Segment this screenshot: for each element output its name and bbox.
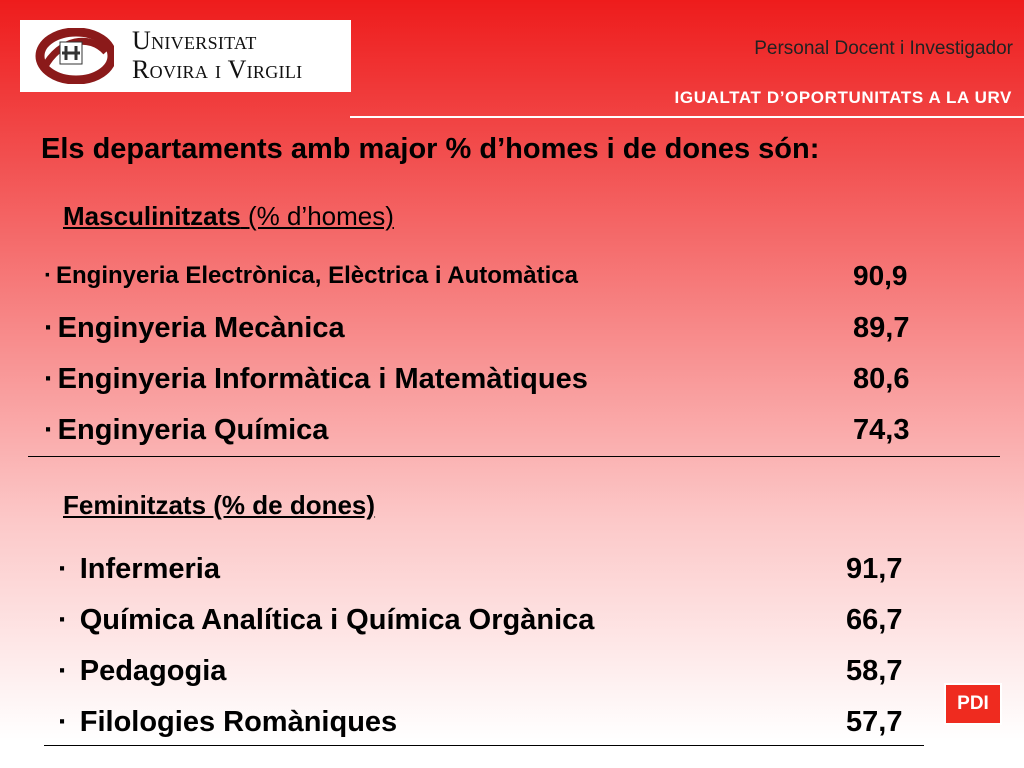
bullet: · <box>58 553 68 585</box>
percentage-value: 80,6 <box>853 363 910 395</box>
section-divider <box>44 745 924 746</box>
masculinitzats-heading-suffix: (% d’homes) <box>247 201 394 231</box>
header-tag: IGUALTAT D’OPORTUNITATS A LA URV <box>674 88 1012 107</box>
list-item <box>44 414 910 447</box>
bullet: · <box>44 363 54 395</box>
logo-wordmark <box>132 26 347 84</box>
list-item <box>44 260 908 291</box>
bullet: · <box>58 604 68 636</box>
percentage-value: 57,7 <box>846 706 903 738</box>
section-heading-feminitzats <box>63 490 375 521</box>
percentage-value: 91,7 <box>846 553 903 585</box>
list-item <box>58 553 903 586</box>
section-heading-masculinitzats <box>63 201 394 232</box>
header-divider <box>350 116 1024 118</box>
department-name: Enginyeria Informàtica i Matemàtiques <box>57 363 588 395</box>
slide-title: Els departaments amb major % d’homes i de dones són: <box>41 133 820 165</box>
department-name: Filologies Romàniques <box>79 706 398 738</box>
department-name: Pedagogia <box>79 655 227 687</box>
header-subtitle: Personal Docent i Investigador <box>754 38 1013 59</box>
department-name: Enginyeria Química <box>57 414 329 446</box>
list-item <box>44 312 910 345</box>
department-name: Enginyeria Electrònica, Elèctrica i Automàtica <box>56 262 578 289</box>
pdi-badge: PDI <box>944 683 1002 725</box>
percentage-value: 66,7 <box>846 604 903 636</box>
bullet: · <box>58 706 68 738</box>
department-name: Infermeria <box>79 553 220 585</box>
department-name: Química Analítica i Química Orgànica <box>79 604 595 636</box>
masculinitzats-heading: Masculinitzats <box>63 201 241 231</box>
bullet: · <box>58 655 68 687</box>
list-item <box>58 604 903 637</box>
percentage-value: 90,9 <box>853 260 908 291</box>
logo-line-2: Rovira i Virgili <box>132 55 303 84</box>
list-item <box>44 363 910 396</box>
percentage-value: 58,7 <box>846 655 903 687</box>
percentage-value: 74,3 <box>853 414 910 446</box>
department-name: Enginyeria Mecànica <box>57 312 345 344</box>
bullet: · <box>44 312 54 344</box>
list-item <box>58 706 903 739</box>
university-logo <box>20 20 351 92</box>
bullet: · <box>44 414 54 446</box>
section-divider <box>28 456 1000 457</box>
bullet: · <box>44 262 52 289</box>
list-item <box>58 655 903 688</box>
feminitzats-heading: Feminitzats (% de dones) <box>63 490 376 520</box>
urv-emblem-icon <box>30 28 114 84</box>
logo-line-1: Universitat <box>132 26 257 55</box>
percentage-value: 89,7 <box>853 312 910 344</box>
